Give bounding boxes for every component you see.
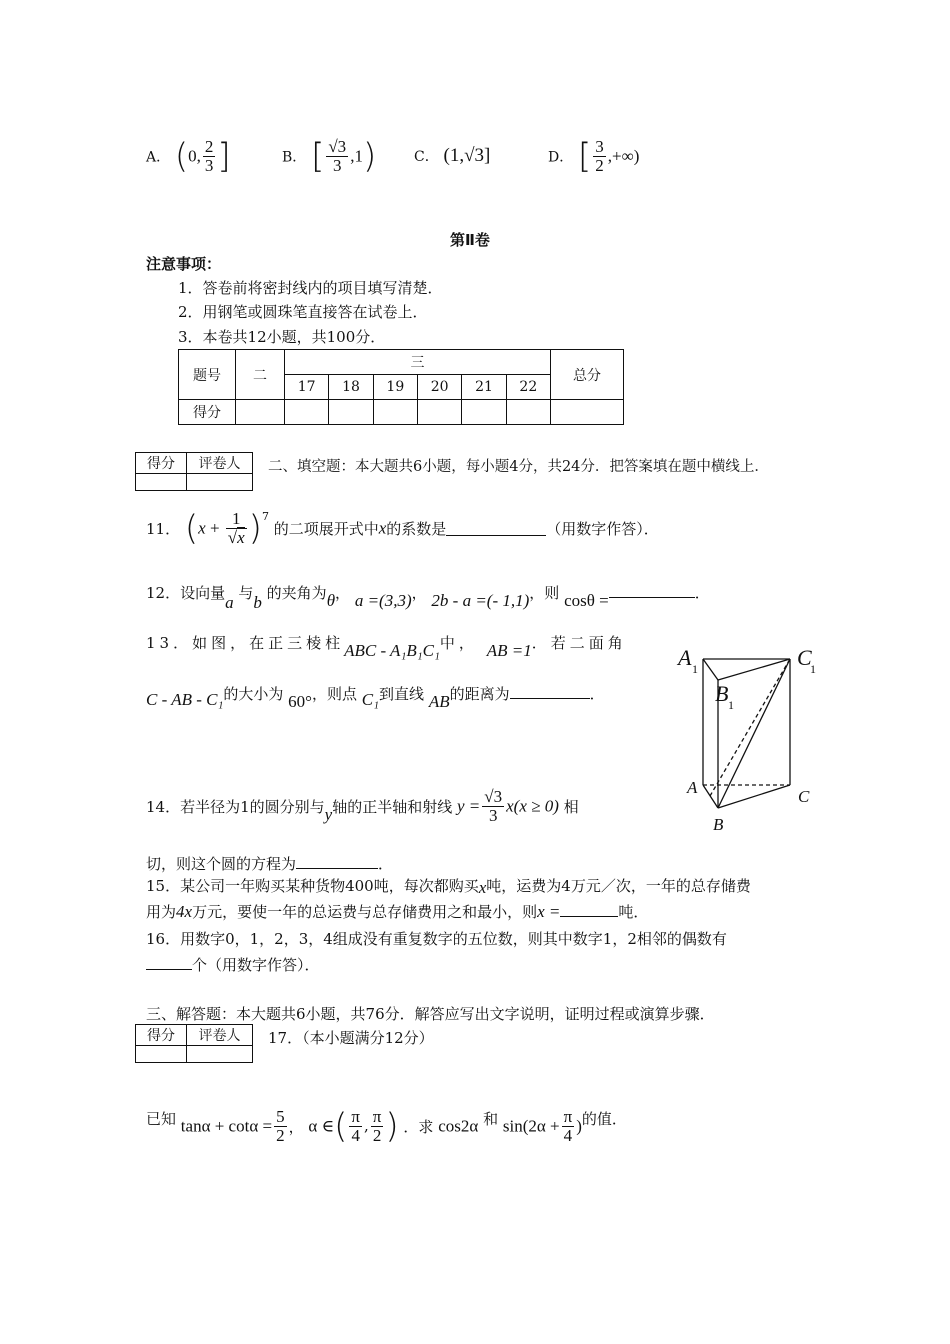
option-c: C． (1,√3]	[414, 145, 491, 166]
label-a1-sub: 1	[692, 662, 698, 676]
option-a: A． (0, $\frac{2}{3}$ ]	[146, 136, 231, 177]
question-17-body: 已知 tanα + cotα = $\frac{5}{2}$ ， α ∈( $\frac{\pi}{4}$ , $\frac{\pi}{2}$ ) ．求 cos2α 和 sin(2α + $\frac{\pi}{4}$ )的值．	[146, 1106, 627, 1147]
grader-score-cell[interactable]	[136, 1046, 187, 1063]
section3-heading: 三、解答题：本大题共6小题，共76分．解答应写出文字说明，证明过程或演算步骤．	[146, 1005, 715, 1023]
score-table-col-total: 总分	[551, 350, 624, 400]
question-15-line1: 15．某公司一年购买某种货物400吨，每次都购买x吨，运费为4万元／次，一年的总存储费	[146, 877, 751, 897]
grader-box-2	[135, 1024, 253, 1063]
score-cell[interactable]	[417, 400, 461, 425]
score-cell[interactable]	[329, 400, 373, 425]
question-13-line1: 13．如图，在正三棱柱ABC - A₁B₁C₁中， AB =1．若二面角	[146, 634, 627, 660]
label-c1-sub: 1	[810, 662, 816, 676]
grader-name-cell[interactable]	[187, 474, 253, 491]
score-cell[interactable]	[462, 400, 506, 425]
question-14-line1: 14．若半径为1的圆分别与y轴的正半轴和射线 y = $\frac{√3}{3}$ x(x ≥ 0) 相	[146, 787, 579, 825]
edge-dash-c1	[710, 659, 790, 796]
part2-title: 第Ⅱ卷	[450, 231, 490, 249]
grader-name-label: 评卷人	[187, 1025, 253, 1046]
score-table-header-label: 题号	[179, 350, 236, 400]
question-15-line2: 用为4x万元，要使一年的总运费与总存储费用之和最小，则x = 吨．	[146, 902, 649, 921]
label-b: B	[713, 815, 724, 834]
question-14-line2: 切，则这个圆的方程为 ．	[146, 855, 394, 873]
label-a: A	[687, 778, 698, 797]
option-d: D． [ $\frac{3}{2}$ ,+∞)	[548, 136, 640, 177]
section2-heading: 二、填空题：本大题共6小题，每小题4分，共24分．把答案填在题中横线上．	[268, 459, 769, 475]
score-cell[interactable]	[236, 400, 285, 425]
edge-b1c1	[718, 659, 790, 680]
score-cell[interactable]	[506, 400, 550, 425]
label-a1: A	[678, 645, 692, 670]
question-16-line2: 个（用数字作答）．	[146, 954, 320, 975]
grader-name-cell[interactable]	[187, 1046, 253, 1063]
score-table-sub: 21	[462, 375, 506, 400]
grader-name-label: 评卷人	[187, 453, 253, 474]
score-table-col-three: 三	[285, 350, 551, 375]
note-1: 1．答卷前将密封线内的项目填写清楚．	[178, 279, 443, 297]
score-table-sub: 19	[373, 375, 417, 400]
edge-a1b1	[703, 659, 718, 680]
option-b: B． [ $\frac{√3}{3}$ ,1)	[282, 136, 377, 177]
edge-bc	[718, 785, 790, 808]
question-11: 11． (x + $\frac{1}{√x}$ )$^7$ 的二项展开式中x的系数是 （用数字作答）．	[146, 508, 659, 549]
score-table-col-two: 二	[236, 350, 285, 400]
score-table-sub: 20	[417, 375, 461, 400]
score-cell[interactable]	[551, 400, 624, 425]
score-cell[interactable]	[373, 400, 417, 425]
grader-box-1	[135, 452, 253, 491]
question-13-line2: C - AB - C₁的大小为 60°，则点 C₁到直线 AB的距离为 ．	[146, 685, 605, 711]
edge-ab	[703, 785, 718, 808]
question-17-title: 17．（本小题满分12分）	[268, 1029, 434, 1047]
score-table-sub: 17	[285, 375, 329, 400]
score-cell[interactable]	[285, 400, 329, 425]
question-16-line1: 16．用数字0，1，2，3，4组成没有重复数字的五位数，则其中数字1，2相邻的偶数有	[146, 930, 727, 948]
label-b1: B	[715, 681, 729, 706]
grader-score-cell[interactable]	[136, 474, 187, 491]
score-table	[178, 349, 624, 425]
note-2: 2．用钢笔或圆珠笔直接答在试卷上．	[178, 303, 428, 321]
grader-score-label: 得分	[136, 453, 187, 474]
notes-heading: 注意事项：	[146, 255, 222, 273]
score-table-sub: 22	[506, 375, 550, 400]
label-b1-sub: 1	[728, 698, 734, 712]
label-c1: C	[797, 645, 812, 670]
score-table-sub: 18	[329, 375, 373, 400]
score-table-row-label: 得分	[179, 400, 236, 425]
question-12: 12．设向量a 与b 的夹角为θ， a =(3,3)， 2b - a =(- 1,1)，则 cosθ = ．	[146, 584, 710, 612]
grader-score-label: 得分	[136, 1025, 187, 1046]
edge-bc1	[718, 659, 790, 808]
label-c: C	[798, 787, 810, 806]
note-3: 3．本卷共12小题，共100分．	[178, 328, 386, 346]
prism-figure	[670, 635, 830, 840]
